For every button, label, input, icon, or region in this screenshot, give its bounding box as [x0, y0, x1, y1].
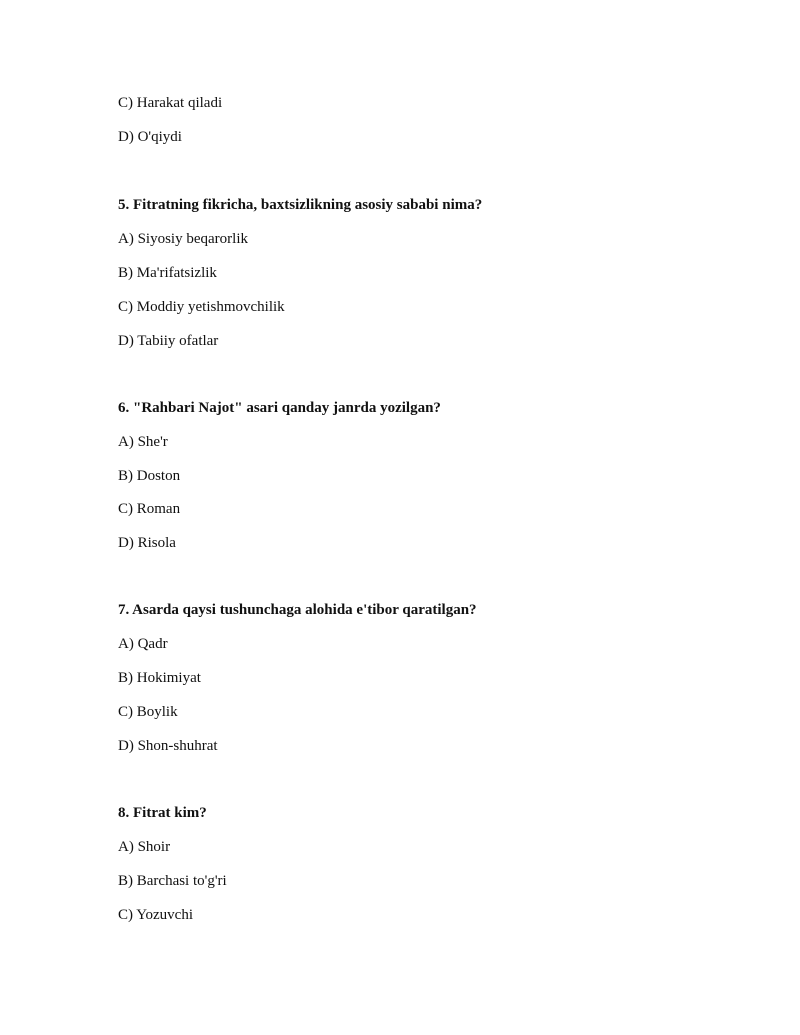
question-text: 7. Asarda qaysi tushunchaga alohida e'tibor qaratilgan? — [118, 602, 477, 618]
answer-option: C) Harakat qiladi — [118, 95, 223, 111]
answer-option: D) Shon-shuhrat — [118, 738, 218, 754]
answer-option: A) She'r — [118, 434, 168, 450]
answer-option: D) Tabiiy ofatlar — [118, 333, 219, 349]
answer-option: B) Doston — [118, 468, 181, 484]
question-text: 5. Fitratning fikricha, baxtsizlikning asosiy sababi nima? — [118, 197, 483, 213]
answer-option: D) O'qiydi — [118, 129, 182, 145]
answer-option: B) Hokimiyat — [118, 670, 201, 686]
answer-option: A) Qadr — [118, 636, 168, 652]
answer-option: B) Ma'rifatsizlik — [118, 265, 217, 281]
answer-option: C) Boylik — [118, 704, 178, 720]
answer-option: A) Siyosiy beqarorlik — [118, 231, 248, 247]
question-text: 8. Fitrat kim? — [118, 805, 207, 821]
answer-option: B) Barchasi to'g'ri — [118, 873, 227, 889]
answer-option: C) Yozuvchi — [118, 907, 194, 923]
answer-option: D) Risola — [118, 535, 176, 551]
question-text: 6. "Rahbari Najot" asari qanday janrda yozilgan? — [118, 400, 441, 416]
answer-option: C) Roman — [118, 501, 181, 517]
answer-option: A) Shoir — [118, 839, 171, 855]
answer-option: C) Moddiy yetishmovchilik — [118, 299, 285, 315]
